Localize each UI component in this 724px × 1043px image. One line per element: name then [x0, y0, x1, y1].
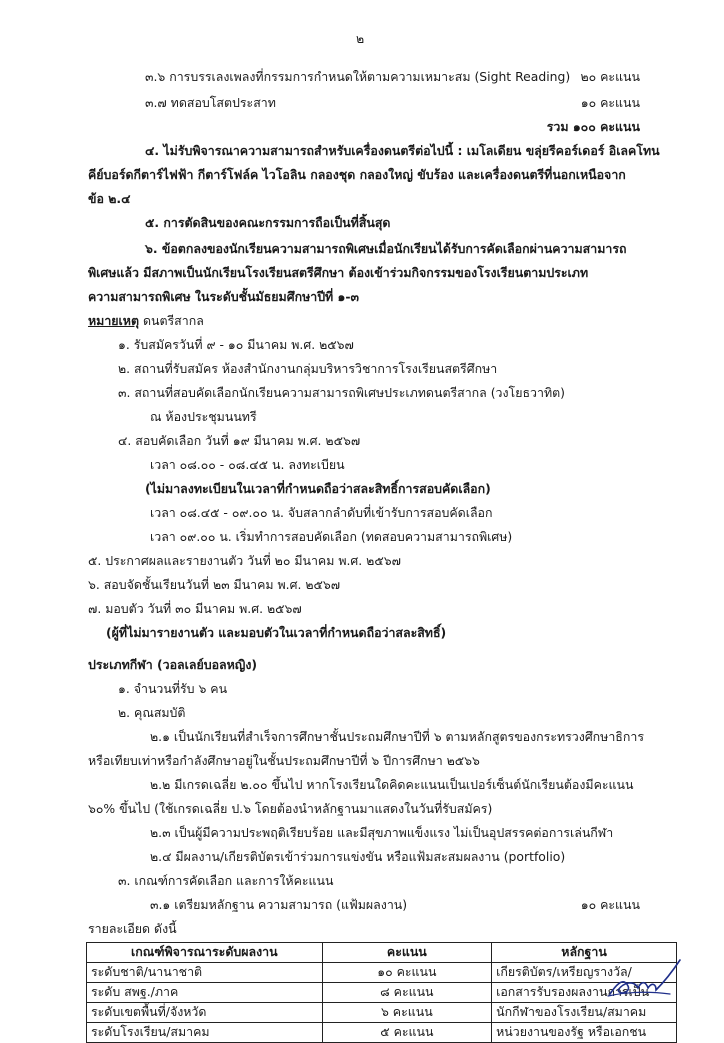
- item-3-7-score: ๑๐ คะแนน: [580, 95, 640, 110]
- note-line: ๒. สถานที่รับสมัคร ห้องสำนักงานกลุ่มบริหารวิชาการโรงเรียนสตรีศึกษา: [118, 361, 498, 376]
- table-row: [87, 1023, 677, 1043]
- note-line: เวลา ๐๘.๐๐ - ๐๘.๔๕ น. ลงทะเบียน: [150, 457, 345, 472]
- sport-line: ๒.๑ เป็นนักเรียนที่สำเร็จการศึกษาชั้นประถมศึกษาปีที่ ๖ ตามหลักสูตรของกระทรวงศึกษาธิการ: [150, 729, 644, 744]
- table-cell: หน่วยงานของรัฐ หรือเอกชน: [492, 1023, 677, 1043]
- sport-score: ๑๐ คะแนน: [580, 897, 640, 912]
- note-line: เวลา ๐๘.๔๕ - ๐๙.๐๐ น. จับสลากลำดับที่เข้ารับการสอบคัดเลือก: [150, 505, 493, 520]
- table-cell: ๘ คะแนน: [322, 983, 492, 1003]
- sport-line: ๒.๔ มีผลงาน/เกียรติบัตรเข้าร่วมการแข่งขัน หรือแฟ้มสะสมผลงาน (portfolio): [150, 849, 566, 864]
- table-row: [87, 1003, 677, 1023]
- table-cell: นักกีฬาของโรงเรียน/สมาคม: [492, 1003, 677, 1023]
- sport-line: ๓.๑ เตรียมหลักฐาน ความสามารถ (แฟ้มผลงาน): [150, 897, 408, 912]
- table-cell: ระดับเขตพื้นที่/จังหวัด: [87, 1003, 323, 1023]
- note-label: หมายเหตุ: [88, 313, 140, 328]
- note-line: ๗. มอบตัว วันที่ ๓๐ มีนาคม พ.ศ. ๒๕๖๗: [88, 601, 302, 616]
- table-header-row: [87, 943, 677, 963]
- sport-line: ๑. จำนวนที่รับ ๖ คน: [118, 681, 228, 696]
- note-line: เวลา ๐๙.๐๐ น. เริ่มทำการสอบคัดเลือก (ทดสอบความสามารถพิเศษ): [150, 529, 513, 544]
- item-3-6: ๓.๖ การบรรเลงเพลงที่กรรมการกำหนดให้ตามความเหมาะสม (Sight Reading): [145, 69, 571, 84]
- table-header: คะแนน: [322, 943, 492, 963]
- table-cell: เอกสารรับรองผลงานการเป็น: [492, 983, 677, 1003]
- sport-line: ๒. คุณสมบัติ: [118, 705, 186, 720]
- note-line: ๓. สถานที่สอบคัดเลือกนักเรียนความสามารถพิเศษประเภทดนตรีสากล (วงโยธวาทิต): [118, 385, 565, 400]
- note-line-bold: (ผู้ที่ไม่มารายงานตัว และมอบตัวในเวลาที่กำหนดถือว่าสละสิทธิ์): [106, 625, 447, 640]
- note-line: ๕. ประกาศผลและรายงานตัว วันที่ ๒๐ มีนาคม พ.ศ. ๒๕๖๗: [88, 553, 401, 568]
- para-5: ๕. การตัดสินของคณะกรรมการถือเป็นที่สิ้นสุด: [145, 215, 391, 230]
- table-cell: ๖ คะแนน: [322, 1003, 492, 1023]
- item-3-7: ๓.๗ ทดสอบโสตประสาท: [145, 95, 276, 110]
- sport-line: ๓. เกณฑ์การคัดเลือก และการให้คะแนน: [118, 873, 334, 888]
- sport-line: ๒.๒ มีเกรดเฉลี่ย ๒.๐๐ ขึ้นไป หากโรงเรียนใดคิดคะแนนเป็นเปอร์เซ็นต์นักเรียนต้องมีคะแนน: [150, 777, 634, 792]
- table-row: [87, 983, 677, 1003]
- para-6-line-3: ความสามารถพิเศษ ในระดับชั้นมัธยมศึกษาปีที่ ๑-๓: [88, 289, 360, 304]
- note-line: ๔. สอบคัดเลือก วันที่ ๑๙ มีนาคม พ.ศ. ๒๕๖๗: [118, 433, 361, 448]
- sport-title: ประเภทกีฬา (วอลเลย์บอลหญิง): [88, 657, 258, 672]
- table-row: [87, 963, 677, 983]
- table-header: เกณฑ์พิจารณาระดับผลงาน: [87, 943, 323, 963]
- criteria-table: [86, 942, 677, 1043]
- page-number: ๒: [356, 31, 365, 46]
- sport-line: หรือเทียบเท่าหรือกำลังศึกษาอยู่ในชั้นประถมศึกษาปีที่ ๖ ปีการศึกษา ๒๕๖๖: [88, 753, 480, 768]
- para-4-line-1: ๔. ไม่รับพิจารณาความสามารถสำหรับเครื่องดนตรีต่อไปนี้ : เมโลเดียน ขลุ่ยรีคอร์เดอร์ อิเลคโทน: [145, 143, 660, 158]
- item-3-6-score: ๒๐ คะแนน: [580, 69, 640, 84]
- sport-line: ๖๐% ขึ้นไป (ใช้เกรดเฉลี่ย ป.๖ โดยต้องนำหลักฐานมาแสดงในวันที่รับสมัคร): [88, 801, 493, 816]
- table-cell: ๕ คะแนน: [322, 1023, 492, 1043]
- signature-mark: [606, 952, 686, 1002]
- table-header: หลักฐาน: [492, 943, 677, 963]
- table-cell: ระดับ สพฐ./ภาค: [87, 983, 323, 1003]
- details-label: รายละเอียด ดังนี้: [88, 921, 177, 936]
- para-4-line-3: ข้อ ๒.๔: [88, 191, 131, 206]
- note-title: ดนตรีสากล: [142, 313, 204, 328]
- note-line-bold: (ไม่มาลงทะเบียนในเวลาที่กำหนดถือว่าสละสิทธิ์การสอบคัดเลือก): [145, 481, 491, 496]
- total-score: รวม ๑๐๐ คะแนน: [546, 119, 640, 134]
- table-cell: เกียรติบัตร/เหรียญรางวัล/: [492, 963, 677, 983]
- table-cell: ระดับโรงเรียน/สมาคม: [87, 1023, 323, 1043]
- table-cell: ระดับชาติ/นานาชาติ: [87, 963, 323, 983]
- sport-line: ๒.๓ เป็นผู้มีความประพฤติเรียบร้อย และมีสุขภาพแข็งแรง ไม่เป็นอุปสรรคต่อการเล่นกีฬา: [150, 825, 614, 840]
- note-line: ๑. รับสมัครวันที่ ๙ - ๑๐ มีนาคม พ.ศ. ๒๕๖๗: [118, 337, 354, 352]
- note-line: ๖. สอบจัดชั้นเรียนวันที่ ๒๓ มีนาคม พ.ศ. ๒๕๖๗: [88, 577, 341, 592]
- para-6-line-2: พิเศษแล้ว มีสภาพเป็นนักเรียนโรงเรียนสตรีศึกษา ต้องเข้าร่วมกิจกรรมของโรงเรียนตามประเภท: [88, 265, 589, 280]
- para-6-line-1: ๖. ข้อตกลงของนักเรียนความสามารถพิเศษเมื่อนักเรียนได้รับการคัดเลือกผ่านความสามารถ: [145, 241, 627, 256]
- para-4-line-2: คีย์บอร์ดกีตาร์ไฟฟ้า กีตาร์โฟล์ค ไวโอลิน กลองชุด กลองใหญ่ ขับร้อง และเครื่องดนตรีที่นอกเหนือจาก: [88, 167, 626, 182]
- note-heading: [88, 312, 204, 331]
- table-cell: ๑๐ คะแนน: [322, 963, 492, 983]
- note-line: ณ ห้องประชุมนนทรี: [150, 409, 257, 424]
